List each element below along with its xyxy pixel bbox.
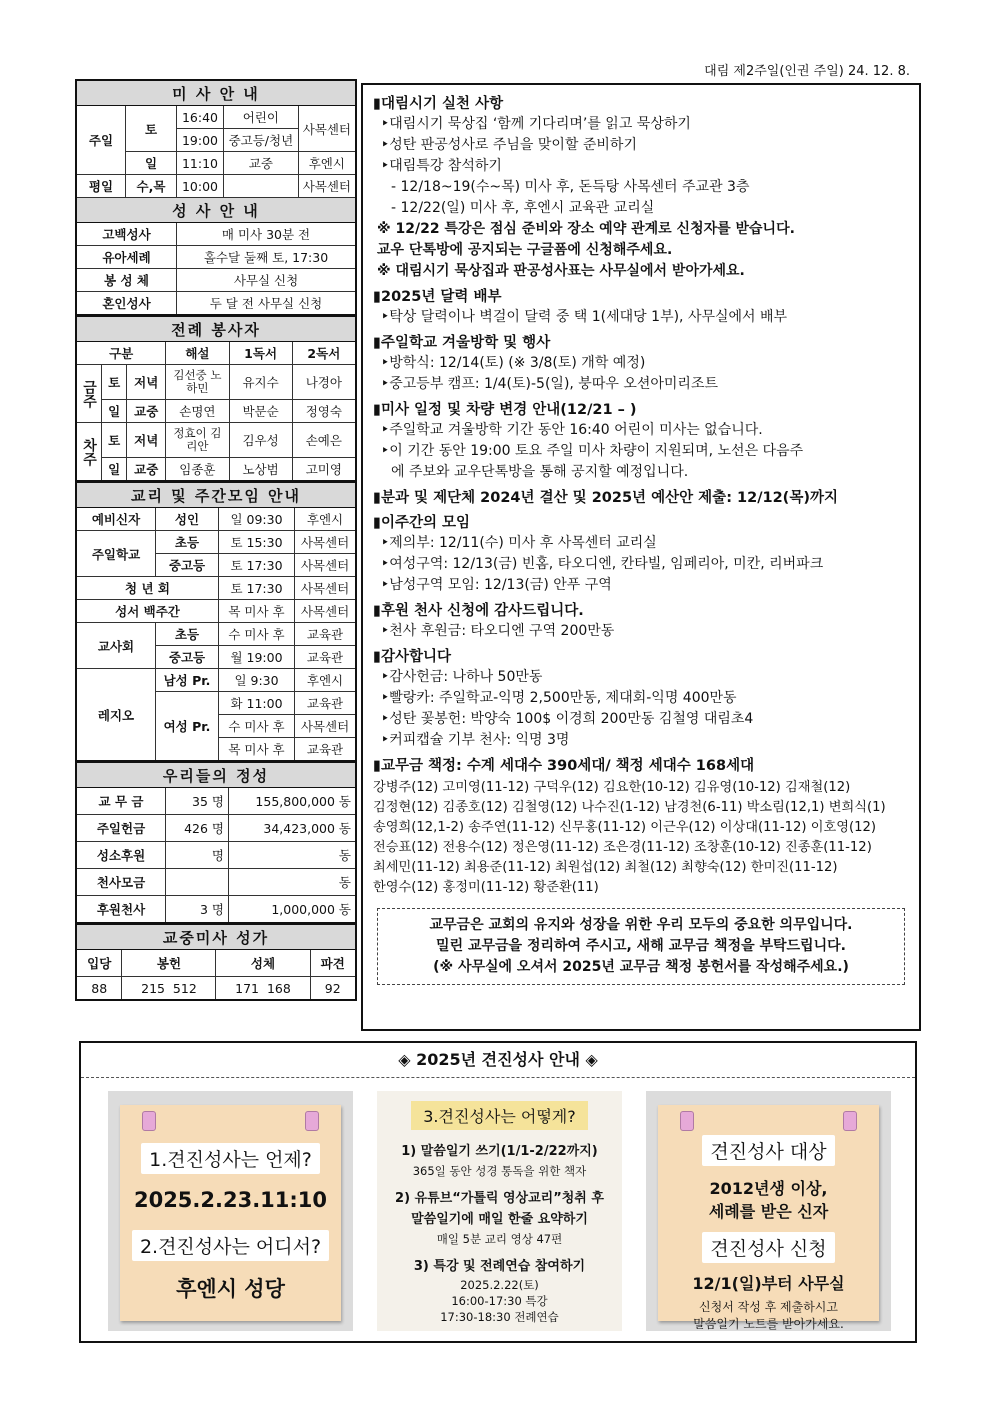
when-where-panel (108, 1091, 353, 1331)
servers-table (75, 316, 357, 482)
offering-count: 3 명 (166, 896, 229, 924)
step-detail: 16:00-17:30 특강 (451, 1294, 548, 1308)
how-question: 3.견진성사는 어떻게? (411, 1101, 588, 1130)
meeting-name: 청 년 회 (76, 577, 219, 600)
hymns-title: 교중미사 성가 (76, 925, 356, 950)
offering-count: 명 (166, 842, 229, 869)
offering-amount: 34,423,000 동 (229, 815, 357, 842)
step-detail: 365일 동안 성경 통독을 위한 책자 (412, 1164, 587, 1178)
offering-amount: 동 (229, 842, 357, 869)
meeting-place: 사목센터 (295, 715, 357, 738)
announcement-line: 교우 단톡방에 공지되는 구글폼에 신청해주세요. (377, 242, 673, 258)
announcement-line: ‣탁상 달력이나 벽걸이 달력 중 택 1(세대당 1부), 사무실에서 배부 (381, 309, 788, 325)
meeting-time: 월 19:00 (219, 646, 295, 669)
meeting-name: 주일학교 (76, 531, 156, 577)
meeting-time: 화 11:00 (219, 692, 295, 715)
offering-name: 교 무 금 (76, 788, 166, 815)
meeting-place: 후엔시 (295, 669, 357, 692)
mass-time: 11:10 (177, 152, 224, 175)
pin-icon (142, 1111, 156, 1131)
servers-header: 해설 (166, 342, 229, 365)
announcement-title: ▮교무금 책정: 수계 세대수 390세대/ 책정 세대수 168세대 (373, 758, 755, 774)
offerings-table (75, 762, 357, 924)
hymn-number: 88 (76, 977, 122, 1001)
mass-label: 교중 (127, 458, 166, 482)
meeting-group: 초등 (156, 623, 219, 646)
apply-label: 견진성사 신청 (702, 1232, 834, 1263)
meeting-time: 목 미사 후 (219, 738, 295, 762)
confirmation-title: ◈ 2025년 견진성사 안내 ◈ (81, 1043, 915, 1078)
meeting-name: 예비신자 (76, 508, 156, 531)
target-panel (646, 1091, 891, 1331)
this-week-label: 금주 (76, 365, 102, 423)
announcement-line: ‣중고등부 캠프: 1/4(토)-5(일), 붕따우 오션아미리조트 (381, 376, 718, 392)
meeting-place: 사목센터 (295, 531, 357, 554)
server-name: 손예은 (292, 423, 356, 458)
meeting-group: 여성 Pr. (156, 692, 219, 762)
announcement-title: ▮감사합니다 (373, 649, 452, 665)
mass-label: 저녁 (127, 423, 166, 458)
step-detail: 매일 5분 교리 영상 47편 (436, 1232, 563, 1246)
announcement-title: ▮주일학교 겨울방학 및 행사 (373, 335, 551, 351)
meeting-time: 일 09:30 (219, 508, 295, 531)
mass-who: 교중 (224, 152, 299, 175)
offering-name: 성소후원 (76, 842, 166, 869)
mass-table (75, 79, 357, 316)
announcement-line: ‣빨랑카: 주일학교-익명 2,500만동, 제대회-익명 400만동 (381, 690, 737, 706)
mass-place: 후엔시 (298, 152, 356, 175)
mass-time: 19:00 (177, 129, 224, 152)
note-card (658, 1105, 879, 1331)
names-line: 최세민(11-12) 최용준(11-12) 최원섭(12) 최철(12) 최향숙(12) 한미진(11-12) (373, 860, 838, 875)
confirmation-section (79, 1041, 917, 1343)
offering-amount: 155,800,000 동 (229, 788, 357, 815)
offering-name: 주일헌금 (76, 815, 166, 842)
weekday-label: 평일 (76, 175, 126, 198)
names-line: 강병주(12) 고미영(11-12) 구덕우(12) 김요한(10-12) 김유영(10-12) 김재철(12) (373, 780, 851, 795)
sacrament-name: 혼인성사 (76, 292, 177, 316)
meeting-time: 토 17:30 (219, 577, 295, 600)
announcement-line: ‣성탄 꽃봉헌: 박양숙 100$ 이경희 200만동 김철영 대림초4 (381, 711, 754, 727)
server-name: 김우성 (229, 423, 292, 458)
hymn-number: 171 168 (216, 977, 310, 1001)
server-name: 노상범 (229, 458, 292, 482)
server-name: 유지수 (229, 365, 292, 400)
announcement-line: ‣대림특강 참석하기 (381, 158, 502, 174)
meeting-place: 후엔시 (295, 508, 357, 531)
step-title: 3) 특강 및 전례연습 참여하기 (413, 1259, 586, 1274)
announcement-line: ‣천사 후원금: 타오디엔 구역 200만동 (381, 623, 615, 639)
when-answer: 2025.2.23.11:10 (133, 1188, 328, 1212)
where-question: 2.견진성사는 어디서? (132, 1230, 329, 1261)
announcement-line: ‣이 기간 동안 19:00 토요 주일 미사 차량이 지원되며, 노선은 다음주 (381, 443, 804, 459)
note-card (377, 1091, 622, 1331)
meeting-place: 사목센터 (295, 554, 357, 577)
bulletin-date: 대림 제2주일(인권 주일) 24. 12. 8. (704, 64, 910, 79)
target-text: 2012년생 이상, (709, 1179, 828, 1198)
server-name: 박문순 (229, 400, 292, 423)
offerings-title: 우리들의 정성 (76, 763, 356, 788)
server-name: 손명연 (166, 400, 229, 423)
meeting-group: 초등 (156, 531, 219, 554)
announcement-title: ▮대림시기 실천 사항 (373, 96, 504, 112)
meeting-place: 교육관 (295, 623, 357, 646)
offering-amount: 동 (229, 869, 357, 896)
server-name: 정효이 김리안 (166, 423, 229, 458)
meeting-time: 수 미사 후 (219, 623, 295, 646)
announcement-line: ‣남성구역 모임: 12/13(금) 안푸 구역 (381, 577, 612, 593)
meeting-place: 교육관 (295, 646, 357, 669)
offering-name: 후원천사 (76, 896, 166, 924)
announcement-line: ※ 12/22 특강은 점심 준비와 장소 예약 관계로 신청자를 받습니다. (377, 221, 795, 237)
hymn-header: 입당 (76, 950, 122, 977)
step-title: 1) 말씀일기 쓰기(1/1-2/22까지) (401, 1144, 598, 1159)
notice-line: 밀린 교무금을 정리하여 주시고, 새해 교무금 책정을 부탁드립니다. (436, 938, 846, 954)
mass-label: 저녁 (127, 365, 166, 400)
offering-count: 35 명 (166, 788, 229, 815)
when-question: 1.견진성사는 언제? (141, 1143, 320, 1174)
sat-label: 토 (126, 106, 177, 152)
meeting-place: 사목센터 (295, 600, 357, 623)
servers-title: 전례 봉사자 (76, 317, 356, 342)
sacrament-info: 사무실 신청 (177, 269, 357, 292)
hymn-header: 파견 (310, 950, 356, 977)
meeting-place: 교육관 (295, 738, 357, 762)
announcement-title: ▮분과 및 제단체 2024년 결산 및 2025년 예산안 제출: 12/12(목)까지 (373, 490, 838, 506)
step-detail: 2025.2.22(토) (460, 1278, 539, 1292)
names-line: 김정현(12) 김종호(12) 김철영(12) 나수진(1-12) 남경천(6-11) 박소림(12,1) 변희식(1) (373, 800, 886, 815)
announcements-list (373, 95, 909, 776)
where-answer: 후엔시 성당 (176, 1277, 285, 1301)
apply-note: 신청서 작성 후 제출하시고 (699, 1300, 838, 1314)
sacrament-name: 유아세례 (76, 246, 177, 269)
left-column (75, 79, 357, 1001)
next-week-label: 차주 (76, 423, 102, 482)
offering-count: 426 명 (166, 815, 229, 842)
server-name: 김선중 노하민 (166, 365, 229, 400)
target-label: 견진성사 대상 (702, 1135, 834, 1166)
announcement-line: ‣감사헌금: 나하나 50만동 (381, 669, 543, 685)
server-name: 임종훈 (166, 458, 229, 482)
meetings-table (75, 482, 357, 762)
announcement-line: ‣제의부: 12/11(수) 미사 후 사목센터 교리실 (381, 535, 657, 551)
server-name: 고미영 (292, 458, 356, 482)
announcement-title: ▮후원 천사 신청에 감사드립니다. (373, 603, 584, 619)
pledge-notice (377, 908, 905, 985)
apply-text: 12/1(일)부터 사무실 (692, 1274, 845, 1293)
pin-icon (305, 1111, 319, 1131)
meeting-time: 수 미사 후 (219, 715, 295, 738)
names-line: 송영희(12,1-2) 송주연(11-12) 신무홍(11-12) 이근우(12) 이상대(11-12) 이호영(12) (373, 820, 877, 835)
names-line: 전승표(12) 전용수(12) 정은영(11-12) 조은경(11-12) 조창훈(10-12) 진종훈(11-12) (373, 840, 872, 855)
hymn-number: 92 (310, 977, 356, 1001)
meeting-name: 교사회 (76, 623, 156, 669)
mass-time: 16:40 (177, 106, 224, 129)
sacrament-info: 홀수달 둘째 토, 17:30 (177, 246, 357, 269)
notice-line: 교무금은 교회의 유지와 성장을 위한 우리 모두의 중요한 의무입니다. (429, 917, 853, 933)
announcement-line: - 12/22(일) 미사 후, 후엔시 교육관 교리실 (391, 200, 655, 216)
notice-line: (※ 사무실에 오셔서 2025년 교무금 책정 봉헌서를 작성해주세요.) (433, 959, 849, 975)
announcement-line: ‣성탄 판공성사로 주님을 맞이할 준비하기 (381, 137, 637, 153)
hymn-number: 215 512 (122, 977, 216, 1001)
server-name: 정영숙 (292, 400, 356, 423)
announcement-line: ‣여성구역: 12/13(금) 빈홈, 타오디엔, 칸타빌, 임페리아, 미칸, 리버파크 (381, 556, 824, 572)
server-name: 나경아 (292, 365, 356, 400)
mass-title: 미 사 안 내 (76, 80, 356, 106)
sacrament-name: 봉 성 체 (76, 269, 177, 292)
meeting-place: 사목센터 (295, 577, 357, 600)
sunday-label: 주일 (76, 106, 126, 175)
servers-header: 구분 (76, 342, 166, 365)
meeting-time: 일 9:30 (219, 669, 295, 692)
target-text: 세례를 받은 신자 (708, 1202, 829, 1221)
announcement-line: ‣대림시기 묵상집 ‘함께 기다리며’를 읽고 묵상하기 (381, 116, 691, 132)
announcement-title: ▮이주간의 모임 (373, 515, 471, 531)
sacrament-info: 두 달 전 사무실 신청 (177, 292, 357, 316)
announcement-title: ▮미사 일정 및 차량 변경 안내(12/21 – ) (373, 402, 637, 418)
apply-note: 말씀일기 노트를 받아가세요. (693, 1317, 844, 1331)
announcement-line: ※ 대림시기 묵상집과 판공성사표는 사무실에서 받아가세요. (377, 263, 745, 279)
sun-label: 일 (126, 152, 177, 175)
pin-icon (843, 1111, 857, 1131)
announcement-line: ‣주일학교 겨울방학 기간 동안 16:40 어린이 미사는 없습니다. (381, 422, 763, 438)
hymns-table (75, 924, 357, 1001)
day-label: 일 (102, 400, 127, 423)
offering-amount: 1,000,000 동 (229, 896, 357, 924)
day-label: 토 (102, 365, 127, 400)
weekday-days: 수,목 (126, 175, 177, 198)
note-card (120, 1105, 341, 1321)
servers-header: 2독서 (292, 342, 356, 365)
step-detail: 17:30-18:30 전례연습 (440, 1310, 559, 1324)
announcement-line: ‣방학식: 12/14(토) (※ 3/8(토) 개학 예정) (381, 355, 646, 371)
mass-who: 어린이 (224, 106, 299, 129)
offering-count (166, 869, 229, 896)
sacrament-info: 매 미사 30분 전 (177, 223, 357, 246)
servers-header: 1독서 (229, 342, 292, 365)
announcement-title: ▮2025년 달력 배부 (373, 289, 502, 305)
announcement-line: 에 주보와 교우단톡방을 통해 공지할 예정입니다. (391, 464, 689, 480)
day-label: 토 (102, 423, 127, 458)
mass-time: 10:00 (177, 175, 224, 198)
meeting-group: 중고등 (156, 554, 219, 577)
sacrament-name: 고백성사 (76, 223, 177, 246)
meetings-title: 교리 및 주간모임 안내 (76, 483, 356, 508)
hymn-header: 봉헌 (122, 950, 216, 977)
meeting-time: 토 17:30 (219, 554, 295, 577)
offering-name: 천사모금 (76, 869, 166, 896)
meeting-time: 목 미사 후 (219, 600, 295, 623)
meeting-group: 성인 (156, 508, 219, 531)
how-panel (377, 1091, 622, 1331)
mass-who: 중고등/청년 (224, 129, 299, 152)
mass-label: 교중 (127, 400, 166, 423)
meeting-name: 성서 백주간 (76, 600, 219, 623)
announcement-line: ‣커피캡슐 기부 천사: 익명 3명 (381, 732, 570, 748)
step-title: 2) 유튜브“가톨릭 영상교리”청취 후 (395, 1191, 604, 1206)
hymn-header: 성체 (216, 950, 310, 977)
sacraments-title: 성 사 안 내 (76, 198, 356, 223)
pin-icon (680, 1111, 694, 1131)
meeting-group: 중고등 (156, 646, 219, 669)
meeting-name: 레지오 (76, 669, 156, 762)
meeting-time: 토 15:30 (219, 531, 295, 554)
announcements-panel (361, 83, 921, 1031)
pledge-names (373, 778, 909, 898)
names-line: 한영수(12) 홍정미(11-12) 황준환(11) (373, 880, 599, 895)
mass-place: 사목센터 (298, 106, 356, 152)
day-label: 일 (102, 458, 127, 482)
step-title: 말씀일기에 매일 한줄 요약하기 (411, 1212, 588, 1227)
meeting-place: 교육관 (295, 692, 357, 715)
announcement-line: - 12/18~19(수~목) 미사 후, 돈득탕 사목센터 주교관 3층 (391, 179, 750, 195)
mass-place: 사목센터 (298, 175, 356, 198)
meeting-group: 남성 Pr. (156, 669, 219, 692)
